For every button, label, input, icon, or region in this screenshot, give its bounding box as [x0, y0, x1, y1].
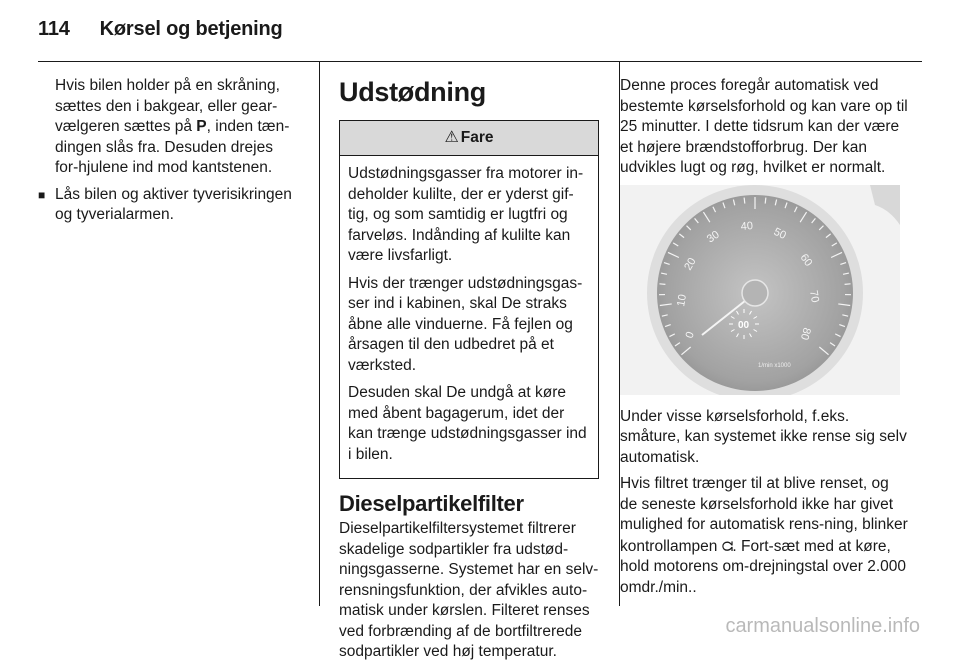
needle-hub	[742, 280, 768, 306]
warning-lamp-paragraph: Hvis filtret trænger til at blive renset, og de seneste kørselsforhold ikke har givet mulighed for automatisk rens-ning, blinker kontrollampen ℧. Fort-sæt med at køre, hold motorens om-drejningstal over 2.000 omdr./min..	[620, 474, 910, 598]
column-3	[620, 76, 910, 604]
subsection-heading: Dieselpartikelfilter	[339, 491, 601, 517]
danger-box	[339, 120, 599, 479]
tick-label: 0	[684, 330, 697, 340]
danger-body	[340, 156, 598, 478]
column-divider-1	[319, 62, 320, 606]
parking-paragraph: Hvis bilen holder på en skråning, sættes den i bakgear, eller gear-vælgeren sættes på P, inden tæn-dingen slås fra. Desuden drejes for-hjulene ind mod kantstenen.	[38, 76, 300, 179]
list-item: ■ Lås bilen og aktiver tyverisikringen og tyverialarmen.	[38, 185, 300, 226]
section-title: Kørsel og betjening	[100, 18, 283, 40]
tachometer-illustration	[620, 185, 900, 395]
column-2	[339, 76, 601, 669]
dpf-paragraph: Dieselpartikelfiltersystemet filtrerer skadelige sodpartikler fra udstød-ningsgasserne. Systemet har en selv-rensningsfunktion, der afvikles auto-matisk under kørslen. Filteret renses ved forbrænding af de bortfiltrerede sodpartikler ved høj temperatur.	[339, 519, 601, 663]
warning-triangle-icon: ⚠	[444, 128, 458, 149]
gauge-tick	[659, 283, 665, 284]
tick-label: 60	[798, 251, 815, 268]
gear-p: P	[196, 118, 206, 135]
process-paragraph: Denne proces foregår automatisk ved bestemte kørselsforhold og kan vare op til 25 minutter. I dette tidsrum kan der være et højere brændstofforbrug. Der kan udvikles lugt og røg, hvilket er normalt.	[620, 76, 910, 179]
tick-label: 10	[675, 293, 689, 307]
dpf-indicator-symbol: 00	[738, 320, 750, 331]
page-number: 114	[38, 18, 70, 40]
conditions-paragraph: Under visse kørselsforhold, f.eks. småture, kan systemet ikke rense sig selv automatisk.	[620, 407, 910, 469]
tick-label: 50	[772, 225, 788, 241]
danger-paragraph: Desuden skal De undgå at køre med åbent bagagerum, idet der kan trænge udstødningsgasser ind i bilen.	[348, 383, 590, 465]
header-rule	[38, 61, 922, 62]
dpf-warning-lamp-icon: ℧	[717, 540, 738, 551]
danger-title: Fare	[461, 128, 494, 149]
gauge-tick	[845, 283, 851, 284]
tick-label: 80	[798, 326, 813, 341]
section-heading: Udstødning	[339, 76, 601, 108]
gauge-tick	[744, 197, 745, 203]
column-1	[38, 76, 300, 232]
page-header	[38, 18, 283, 41]
tick-label: 40	[740, 219, 753, 232]
tick-label: 30	[705, 228, 722, 245]
bullet-square-icon: ■	[38, 185, 45, 206]
danger-paragraph: Hvis der trænger udstødningsgas-ser ind i kabinen, skal De straks åbne alle vinduerne. Få fejlen og årsagen til den udbedret på et værksted.	[348, 274, 590, 377]
tick-label: 70	[807, 289, 821, 303]
gauge-tick	[765, 197, 766, 203]
watermark: carmanualsonline.info	[725, 615, 920, 638]
gauge-unit: 1/min x1000	[758, 363, 791, 369]
tick-label: 20	[682, 255, 699, 272]
danger-paragraph: Udstødningsgasser fra motorer in-deholder kulilte, der er yderst gif-tig, og som samtidig er lugtfri og farveløs. Indånding af kulilte kan være livsfarligt.	[348, 164, 590, 267]
danger-header	[340, 121, 598, 156]
